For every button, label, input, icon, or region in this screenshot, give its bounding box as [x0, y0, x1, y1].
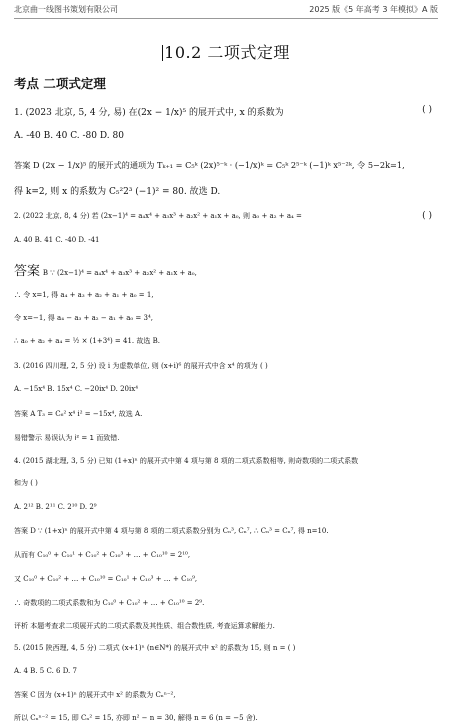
question-4-answer-line-3: 又 C₁₀⁰ + C₁₀² + … + C₁₀¹⁰ = C₁₀¹ + C₁₀³ + … + C₁₀⁹, — [14, 575, 198, 583]
question-4-comment: 评析 本题考查求二项展开式的二项式系数及其性质、组合数性质, 考查运算求解能力. — [14, 622, 275, 630]
question-3-options: A. −15x⁴ B. 15x⁴ C. −20ix⁴ D. 20ix⁴ — [14, 385, 138, 393]
text-cursor — [162, 45, 163, 61]
question-1: 1. (2023 北京, 5, 4 分, 易) 在(2x − 1/x)⁵ 的展开式中, x 的系数为 — [14, 108, 284, 118]
question-1-answer-line-1: 答案 D (2x − 1/x)⁵ 的展开式的通项为 Tₖ₊₁ = C₅ᵏ (2x)⁵⁻ᵏ · (−1/x)ᵏ = C₅ᵏ 2⁵⁻ᵏ (−1)ᵏ x⁵⁻²ᵏ, 令 5−2k=1, — [14, 160, 405, 170]
question-5-answer-line-2: 所以 Cₙⁿ⁻² = 15, 即 Cₙ² = 15, 亦即 n² − n = 30, 解得 n = 6 (n = −5 舍). — [14, 714, 258, 722]
question-1-options: A. -40 B. 40 C. -80 D. 80 — [14, 131, 124, 141]
question-2-blank: ( ) — [422, 211, 432, 221]
page-title: 10.2 二项式定理 — [164, 43, 290, 62]
section-heading: 考点 二项式定理 — [14, 76, 106, 91]
question-3: 3. (2016 四川理, 2, 5 分) 设 i 为虚数单位, 则 (x+i)⁶ 的展开式中含 x⁴ 的项为 ( ) — [14, 362, 268, 370]
question-3-answer: 答案 A T₃ = C₆² x⁴ i² = −15x⁴, 故选 A. — [14, 410, 143, 418]
header-edition: 2025 版《5 年高考 3 年模拟》A 版 — [309, 5, 438, 14]
question-1-blank: ( ) — [422, 105, 432, 115]
question-2-answer-label: 答案 — [14, 264, 41, 279]
question-4-answer-line-4: ∴ 奇数项的二项式系数和为 C₁₀⁰ + C₁₀² + … + C₁₀¹⁰ = 2⁹. — [14, 599, 205, 607]
question-3-tip: 易错警示 易误认为 i² = 1 而致错. — [14, 434, 120, 442]
question-2-options: A. 40 B. 41 C. -40 D. -41 — [14, 236, 100, 244]
question-2-answer-line-1: B ∵ (2x−1)⁴ = a₄x⁴ + a₃x³ + a₂x² + a₁x + a₀, — [42, 269, 197, 277]
question-2: 2. (2022 北京, 8, 4 分) 若 (2x−1)⁴ = a₄x⁴ + a₃x³ + a₂x² + a₁x + a₀, 则 a₀ + a₂ + a₄ = — [14, 212, 302, 220]
question-4-line-1: 4. (2015 湖北理, 3, 5 分) 已知 (1+x)ⁿ 的展开式中第 4 项与第 8 项的二项式系数相等, 则奇数项的二项式系数 — [14, 457, 359, 465]
question-1-answer-line-2: 得 k=2, 则 x 的系数为 C₅²2³ (−1)² = 80. 故选 D. — [14, 187, 221, 197]
page-header — [14, 4, 438, 19]
question-2-answer-line-4: ∴ a₀ + a₂ + a₄ = ½ × (1+3⁴) = 41. 故选 B. — [14, 337, 160, 345]
question-5: 5. (2015 陕西理, 4, 5 分) 二项式 (x+1)ⁿ (n∈N*) 的展开式中 x² 的系数为 15, 则 n = ( ) — [14, 644, 296, 652]
question-4-answer-line-2: 从而有 C₁₀⁰ + C₁₀¹ + C₁₀² + C₁₀³ + … + C₁₀¹⁰ = 2¹⁰, — [14, 551, 191, 559]
question-5-answer-line-1: 答案 C 因为 (x+1)ⁿ 的展开式中 x² 的系数为 Cₙⁿ⁻², — [14, 691, 176, 699]
question-5-options: A. 4 B. 5 C. 6 D. 7 — [14, 667, 77, 675]
question-4-options: A. 2¹² B. 2¹¹ C. 2¹⁰ D. 2⁹ — [14, 503, 97, 511]
question-4-answer-line-1: 答案 D ∵ (1+x)ⁿ 的展开式中第 4 项与第 8 项的二项式系数分别为 Cₙ³, Cₙ⁷, ∴ Cₙ³ = Cₙ⁷, 得 n=10. — [14, 527, 329, 535]
question-4-line-2: 和为 ( ) — [14, 479, 38, 487]
question-2-answer-line-3: 令 x=−1, 得 a₄ − a₃ + a₂ − a₁ + a₀ = 3⁴, — [14, 314, 153, 322]
header-publisher: 北京曲一线图书策划有限公司 — [14, 5, 118, 14]
question-2-answer-line-2: ∴ 令 x=1, 得 a₄ + a₃ + a₂ + a₁ + a₀ = 1, — [14, 291, 154, 299]
